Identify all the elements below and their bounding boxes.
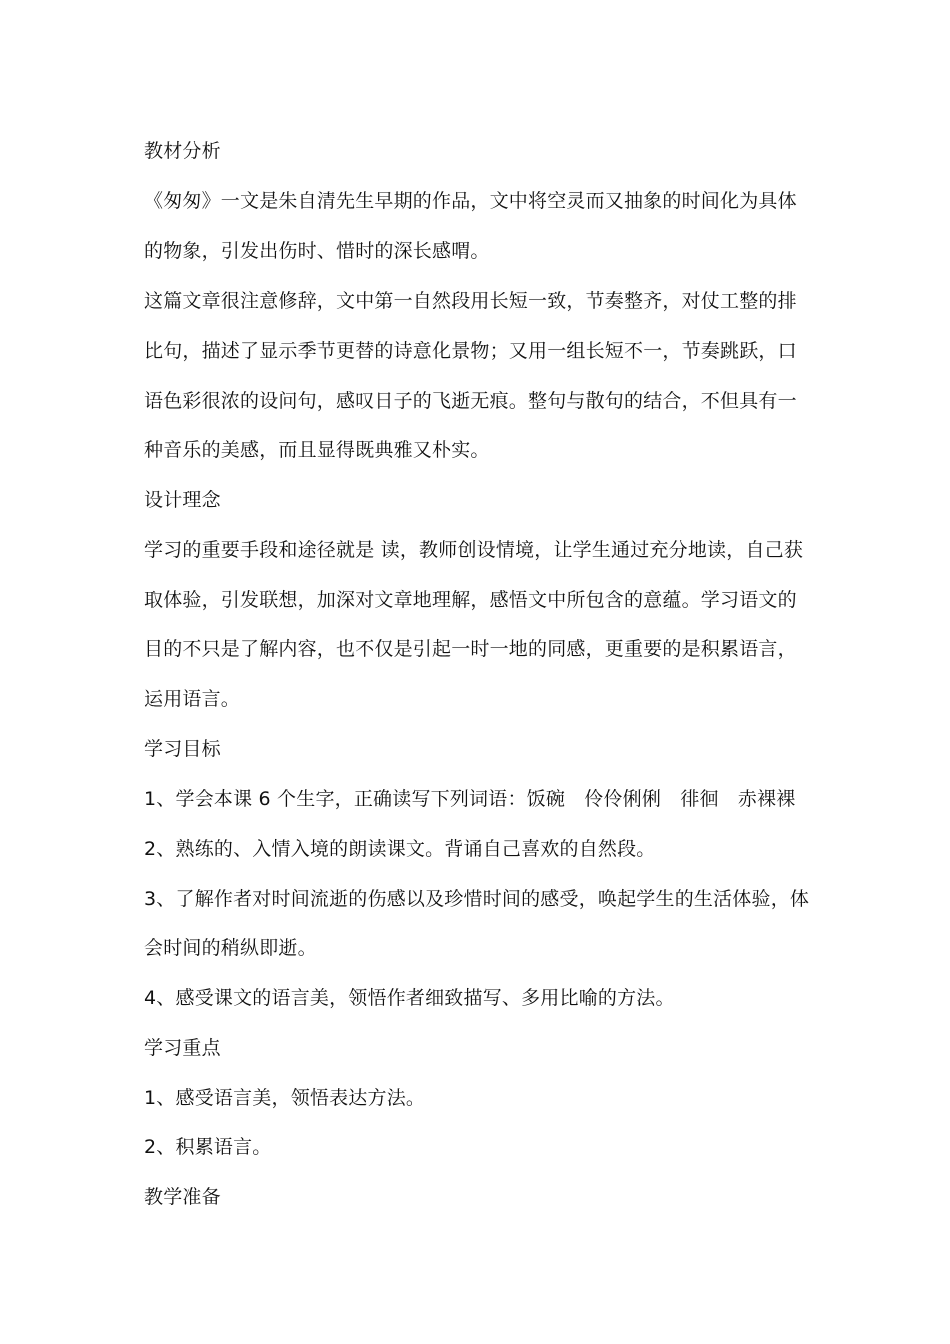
list-item: 2、熟练的、入情入境的朗读课文。背诵自己喜欢的自然段。 xyxy=(144,838,656,860)
list-item: 会时间的稍纵即逝。 xyxy=(144,937,317,959)
paragraph-line: 语色彩很浓的设问句，感叹日子的飞逝无痕。整句与散句的结合，不但具有一 xyxy=(144,390,797,412)
list-item: 2、积累语言。 xyxy=(144,1136,272,1158)
heading-teaching-preparation: 教学准备 xyxy=(144,1186,221,1208)
heading-key-points: 学习重点 xyxy=(144,1037,221,1059)
heading-textbook-analysis: 教材分析 xyxy=(144,140,221,162)
list-item: 1、感受语言美，领悟表达方法。 xyxy=(144,1087,426,1109)
paragraph-line: 学习的重要手段和途径就是 读，教师创设情境，让学生通过充分地读，自己获 xyxy=(144,539,804,561)
list-item: 1、学会本课 6 个生字，正确读写下列词语：饭碗 伶伶俐俐 徘徊 赤裸裸 xyxy=(144,788,796,810)
paragraph-line: 比句，描述了显示季节更替的诗意化景物；又用一组长短不一，节奏跳跃，口 xyxy=(144,340,797,362)
heading-learning-goals: 学习目标 xyxy=(144,738,221,760)
paragraph-line: 目的不只是了解内容，也不仅是引起一时一地的同感，更重要的是积累语言， xyxy=(144,638,797,660)
heading-design-concept: 设计理念 xyxy=(144,489,221,511)
list-item: 3、了解作者对时间流逝的伤感以及珍惜时间的感受，唤起学生的生活体验，体 xyxy=(144,888,810,910)
paragraph-line: 取体验，引发联想，加深对文章地理解，感悟文中所包含的意蕴。学习语文的 xyxy=(144,589,797,611)
paragraph-line: 的物象，引发出伤时、惜时的深长感喟。 xyxy=(144,240,490,262)
paragraph-line: 种音乐的美感，而且显得既典雅又朴实。 xyxy=(144,439,490,461)
list-item: 4、感受课文的语言美，领悟作者细致描写、多用比喻的方法。 xyxy=(144,987,675,1009)
paragraph-line: 这篇文章很注意修辞，文中第一自然段用长短一致，节奏整齐，对仗工整的排 xyxy=(144,290,797,312)
paragraph-line: 《匆匆》一文是朱自清先生早期的作品，文中将空灵而又抽象的时间化为具体 xyxy=(144,190,797,212)
paragraph-line: 运用语言。 xyxy=(144,688,241,710)
